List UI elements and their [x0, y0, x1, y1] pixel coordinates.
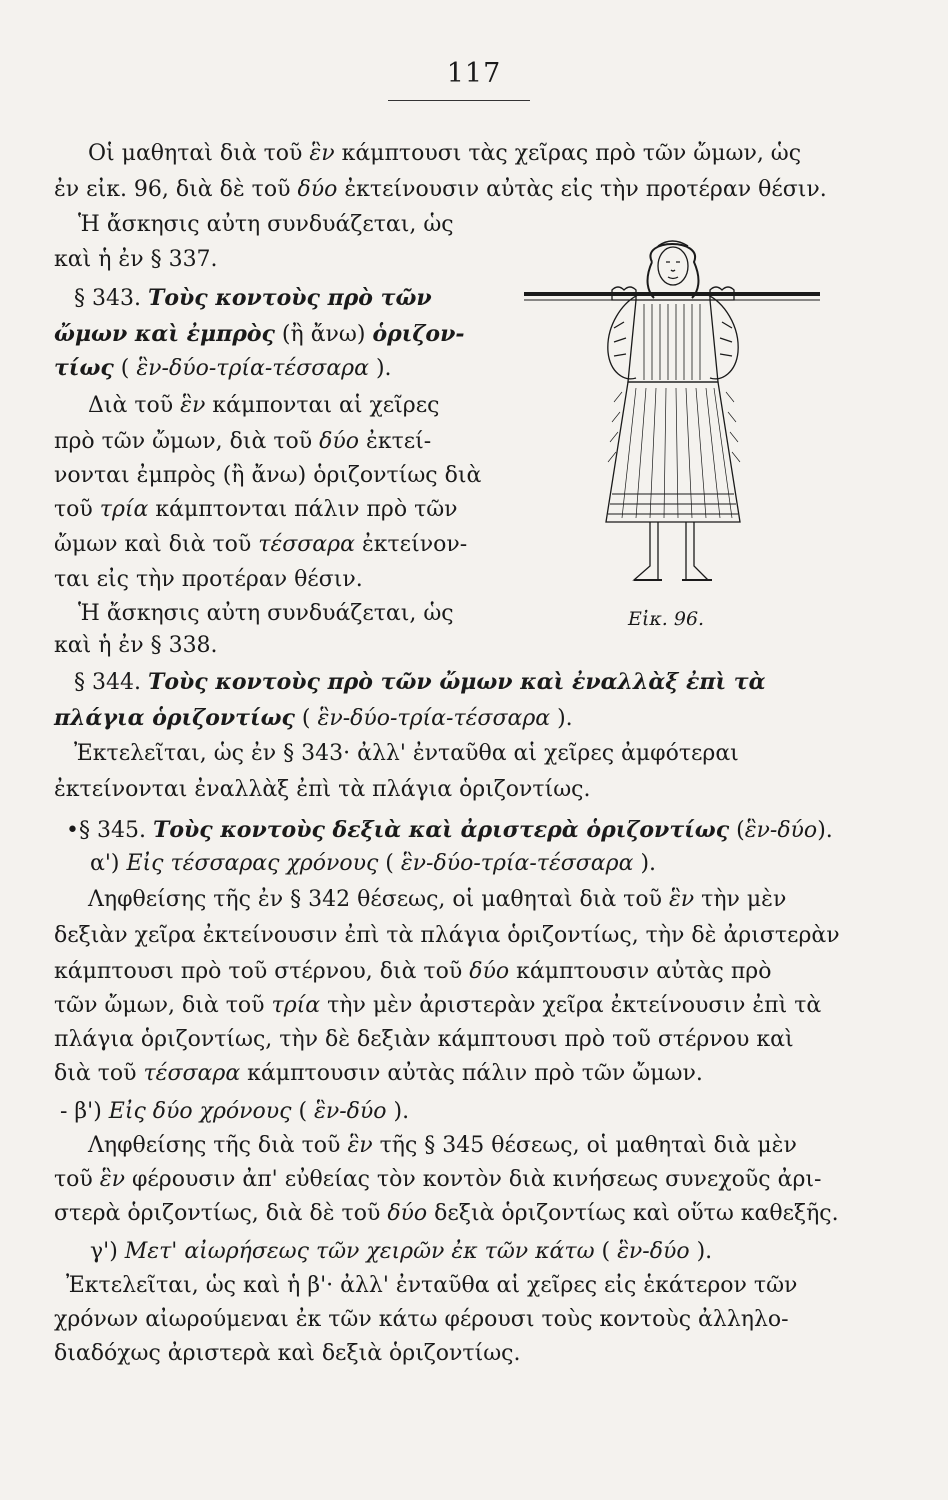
text-line: τῶν ὤμων, διὰ τοῦ τρία τὴν μὲν ἀριστερὰν χεῖρα ἐκτείνουσιν ἐπὶ τὰ: [54, 993, 822, 1018]
text-line: Ληφθείσης τῆς ἐν § 342 θέσεως, οἱ μαθηταὶ διὰ τοῦ ἓν τὴν μὲν: [88, 887, 787, 912]
text-line: πρὸ τῶν ὤμων, διὰ τοῦ δύο ἐκτεί-: [54, 429, 432, 454]
text-line: κάμπτουσι πρὸ τοῦ στέρνου, διὰ τοῦ δύο κάμπτουσιν αὐτὰς πρὸ: [54, 959, 772, 984]
text-line: διαδόχως ἀριστερὰ καὶ δεξιὰ ὁριζοντίως.: [54, 1341, 521, 1366]
subsection-heading-c: γ') Μετ' αἰωρήσεως τῶν χειρῶν ἐκ τῶν κάτω ( ἓν-δύο ).: [90, 1239, 713, 1264]
text-line: ὤμων καὶ ἐμπρὸς (ἢ ἄνω) ὁριζον-: [54, 321, 465, 347]
text-line: Ἐκτελεῖται, ὡς ἐν § 343· ἀλλ' ἐνταῦθα αἱ χεῖρες ἀμφότεραι: [74, 741, 739, 766]
girl-holding-pole-icon: [522, 232, 822, 602]
text-line: τοῦ ἓν φέρουσιν ἀπ' εὐθείας τὸν κοντὸν διὰ κινήσεως συνεχοῦς ἀρι-: [54, 1167, 822, 1192]
text-line: Ἡ ἄσκησις αὐτη συνδυάζεται, ὡς: [78, 212, 454, 237]
text-line: Οἱ μαθηταὶ διὰ τοῦ ἓν κάμπτουσι τὰς χεῖρας πρὸ τῶν ὤμων, ὡς: [88, 141, 802, 166]
figure-96: [522, 232, 822, 602]
text-line: καὶ ἡ ἐν § 337.: [54, 247, 218, 272]
section-heading-345: •§ 345. Τοὺς κοντοὺς δεξιὰ καὶ ἀριστερὰ ὁριζοντίως (ἓν-δύο).: [66, 817, 833, 843]
text-line: διὰ τοῦ τέσσαρα κάμπτουσιν αὐτὰς πάλιν πρὸ τῶν ὤμων.: [54, 1061, 703, 1086]
section-heading-343: § 343. Τοὺς κοντοὺς πρὸ τῶν: [74, 285, 432, 311]
text-line: Διὰ τοῦ ἓν κάμπονται αἱ χεῖρες: [88, 393, 440, 418]
text-line: νονται ἐμπρὸς (ἢ ἄνω) ὁριζοντίως διὰ: [54, 463, 482, 488]
text-line: τοῦ τρία κάμπτονται πάλιν πρὸ τῶν: [54, 497, 458, 522]
page-number: 117: [446, 58, 502, 89]
header-rule: [388, 100, 530, 101]
text-line: δεξιὰν χεῖρα ἐκτείνουσιν ἐπὶ τὰ πλάγια ὁριζοντίως, τὴν δὲ ἀριστερὰν: [54, 923, 840, 948]
figure-caption: Εἰκ. 96.: [628, 608, 705, 630]
subsection-heading-b: - β') Εἰς δύο χρόνους ( ἓν-δύο ).: [60, 1099, 410, 1124]
text-line: πλάγια ὁριζοντίως, τὴν δὲ δεξιὰν κάμπτουσι πρὸ τοῦ στέρνου καὶ: [54, 1027, 794, 1052]
text-line: Ἡ ἄσκησις αὐτη συνδυάζεται, ὡς: [78, 601, 454, 626]
text-line: καὶ ἡ ἐν § 338.: [54, 633, 218, 658]
text-line: πλάγια ὁριζοντίως ( ἓν-δύο-τρία-τέσσαρα ).: [54, 705, 573, 731]
subsection-heading-a: α') Εἰς τέσσαρας χρόνους ( ἓν-δύο-τρία-τέσσαρα ).: [90, 851, 657, 876]
text-line: ται εἰς τὴν προτέραν θέσιν.: [54, 567, 363, 592]
text-line: στερὰ ὁριζοντίως, διὰ δὲ τοῦ δύο δεξιὰ ὁριζοντίως καὶ οὕτω καθεξῆς.: [54, 1201, 839, 1226]
text-line: ἐκτείνονται ἐναλλὰξ ἐπὶ τὰ πλάγια ὁριζοντίως.: [54, 777, 591, 802]
text-line: ἐν εἰκ. 96, διὰ δὲ τοῦ δύο ἐκτείνουσιν αὐτὰς εἰς τὴν προτέραν θέσιν.: [54, 177, 827, 202]
text-line: ὤμων καὶ διὰ τοῦ τέσσαρα ἐκτείνον-: [54, 532, 468, 557]
text-line: Ληφθείσης τῆς διὰ τοῦ ἓν τῆς § 345 θέσεως, οἱ μαθηταὶ διὰ μὲν: [88, 1133, 797, 1158]
text-line: Ἐκτελεῖται, ὡς καὶ ἡ β'· ἀλλ' ἐνταῦθα αἱ χεῖρες εἰς ἑκάτερον τῶν: [66, 1273, 798, 1298]
text-line: χρόνων αἰωρούμεναι ἐκ τῶν κάτω φέρουσι τοὺς κοντοὺς ἀλληλο-: [54, 1307, 789, 1332]
section-heading-344: § 344. Τοὺς κοντοὺς πρὸ τῶν ὤμων καὶ ἐναλλὰξ ἐπὶ τὰ: [74, 669, 766, 695]
text-line: τίως ( ἓν-δύο-τρία-τέσσαρα ).: [54, 355, 392, 381]
